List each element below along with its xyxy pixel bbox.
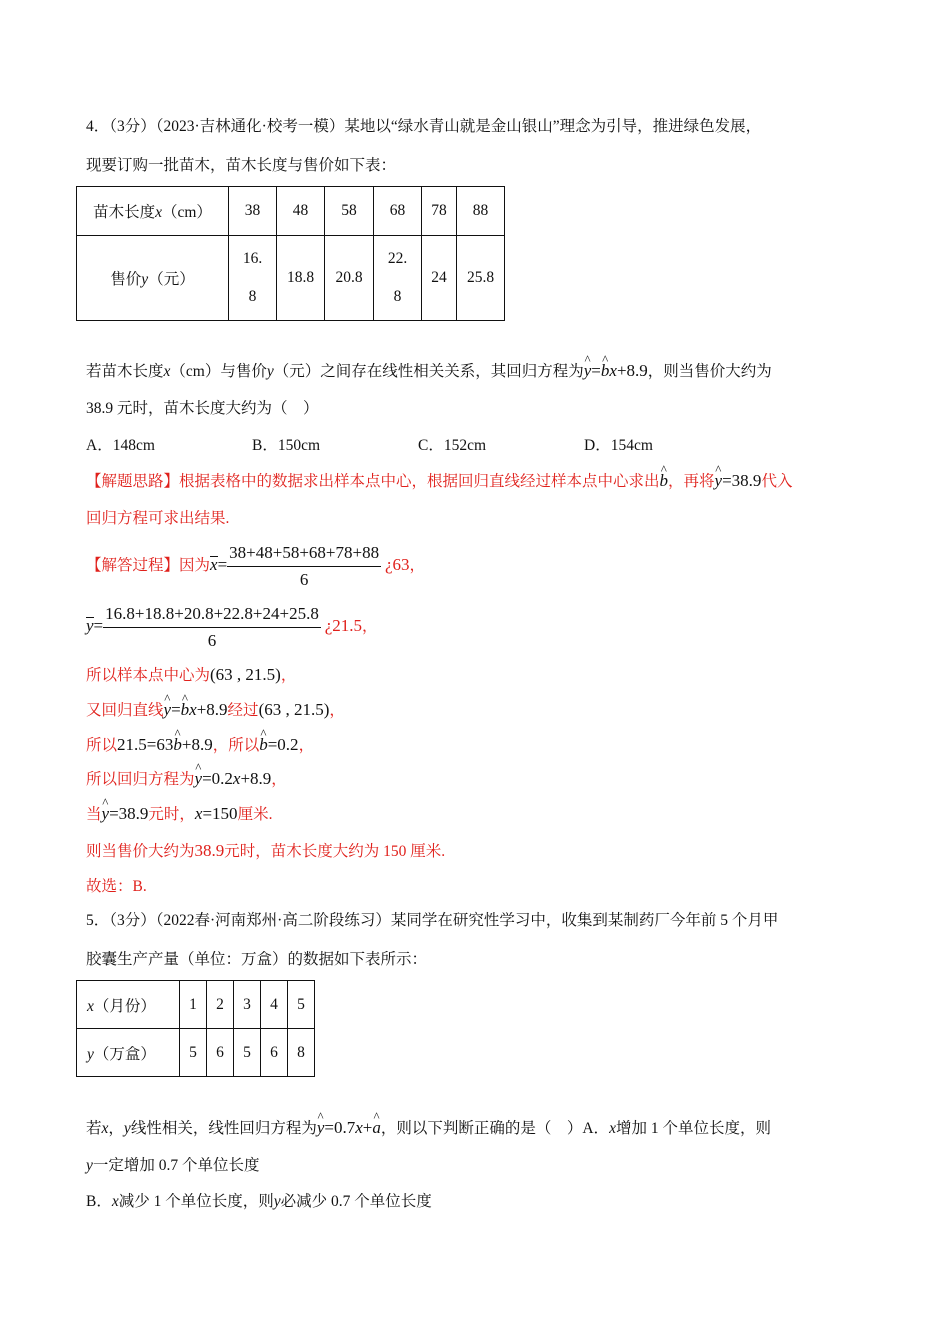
q4-step-line: 又回归直线^ y=^ bx+8.9经过(63 , 21.5)， xyxy=(86,699,345,722)
q5-table-cell: 6 xyxy=(261,1029,288,1077)
q4-option-b: B．150cm xyxy=(252,437,321,454)
q4-table-cell: 78 xyxy=(422,187,457,236)
q4-table-row-price xyxy=(77,236,505,321)
q4-table-cell: 24 xyxy=(422,236,457,321)
fraction-y-mean: $\frac{16.8+18.8+20.8+22.8+24+25.8}{6}$ xyxy=(105,604,319,650)
q4-table-header-price: 售价y（元） xyxy=(77,236,229,321)
q4-answer: 故选：B. xyxy=(86,878,147,895)
q4-table-row-length xyxy=(77,187,505,236)
q4-idea-line1: 【解题思路】根据表格中的数据求出样本点中心，根据回归直线经过样本点中心求出^ b，再将^ y=38.9代入 xyxy=(86,470,792,493)
q5-table-header-month: x（月份） xyxy=(77,981,180,1029)
q4-idea-line2: 回归方程可求出结果. xyxy=(86,510,230,527)
q4-table-cell: 22. 8 xyxy=(374,236,422,321)
q4-process-ybar: y= $\frac{16.8+18.8+20.8+22.8+24+25.8}{6}$ ¿21.5， xyxy=(86,604,378,650)
q5-table-cell: 2 xyxy=(207,981,234,1029)
q4-intro-line2: 现要订购一批苗木，苗木长度与售价如下表： xyxy=(86,157,397,174)
q5-table-cell: 5 xyxy=(234,1029,261,1077)
q4-table-cell: 48 xyxy=(277,187,325,236)
q4-table-header-length: 苗木长度x（cm） xyxy=(77,187,229,236)
q5-stem-line2: y一定增加 0.7 个单位长度 xyxy=(86,1157,260,1174)
q4-option-a: A．148cm xyxy=(86,437,155,454)
q5-table-cell: 6 xyxy=(207,1029,234,1077)
q5-intro-line2: 胶囊生产产量（单位：万盒）的数据如下表所示： xyxy=(86,951,428,968)
q4-table xyxy=(76,186,505,321)
q4-table-cell: 18.8 xyxy=(277,236,325,321)
q5-stem-line1: 若x，y线性相关，线性回归方程为^ y=0.7x+^ a，则以下判断正确的是（ ）A．x增加 1 个单位长度，则 xyxy=(86,1117,771,1140)
q4-table-cell: 88 xyxy=(457,187,505,236)
q4-step-center: 所以样本点中心为(63 , 21.5)， xyxy=(86,665,297,684)
q4-table-cell: 16. 8 xyxy=(229,236,277,321)
q4-option-c: C．152cm xyxy=(418,437,487,454)
q5-table-cell: 5 xyxy=(288,981,315,1029)
q4-table-cell: 25.8 xyxy=(457,236,505,321)
idea-label: 【解题思路】 xyxy=(86,473,180,490)
q5-table-cell: 1 xyxy=(180,981,207,1029)
q4-table-cell: 38 xyxy=(229,187,277,236)
q4-step-solve-b: 所以21.5=63^ b+8.9，所以^ b=0.2， xyxy=(86,734,314,757)
q4-stem-line2: 38.9 元时，苗木长度大约为（ ） xyxy=(86,400,319,417)
q5-table-cell: 8 xyxy=(288,1029,315,1077)
q4-process-xbar: 【解答过程】因为x= $\frac{38+48+58+68+78+88}{6}$ ¿63， xyxy=(86,543,426,589)
process-label: 【解答过程】 xyxy=(86,557,180,575)
q4-table-cell: 20.8 xyxy=(325,236,374,321)
q5-table-cell: 5 xyxy=(180,1029,207,1077)
q4-step-substitute: 当^ y=38.9元时，x=150厘米. xyxy=(86,803,272,826)
q5-intro-line1: 5．（3分）（2022春·河南郑州·高二阶段练习）某同学在研究性学习中，收集到某制药厂今年前 5 个月甲 xyxy=(86,912,779,929)
q5-table-cell: 3 xyxy=(234,981,261,1029)
q5-table xyxy=(76,980,315,1077)
fraction-x-mean: $\frac{38+48+58+68+78+88}{6}$ xyxy=(229,543,380,589)
q4-stem-line1: 若苗木长度x（cm）与售价y（元）之间存在线性相关关系，其回归方程为^ y=^ bx+8.9，则当售价大约为 xyxy=(86,360,772,383)
q4-table-cell: 58 xyxy=(325,187,374,236)
q5-table-row-month xyxy=(77,981,315,1029)
q5-table-header-output: y（万盒） xyxy=(77,1029,180,1077)
q5-table-cell: 4 xyxy=(261,981,288,1029)
q5-table-row-output xyxy=(77,1029,315,1077)
q4-step-conclusion: 则当售价大约为38.9元时，苗木长度大约为 150 厘米. xyxy=(86,841,446,860)
q4-table-cell: 68 xyxy=(374,187,422,236)
q4-intro-line1: 4．（3分）（2023·吉林通化·校考一模）某地以“绿水青山就是金山银山”理念为引导，推进绿色发展， xyxy=(86,118,762,135)
q5-option-b: B．x减少 1 个单位长度，则y必减少 0.7 个单位长度 xyxy=(86,1193,432,1210)
q4-option-d: D．154cm xyxy=(584,437,653,454)
q4-step-equation: 所以回归方程为^ y=0.2x+8.9， xyxy=(86,768,287,791)
